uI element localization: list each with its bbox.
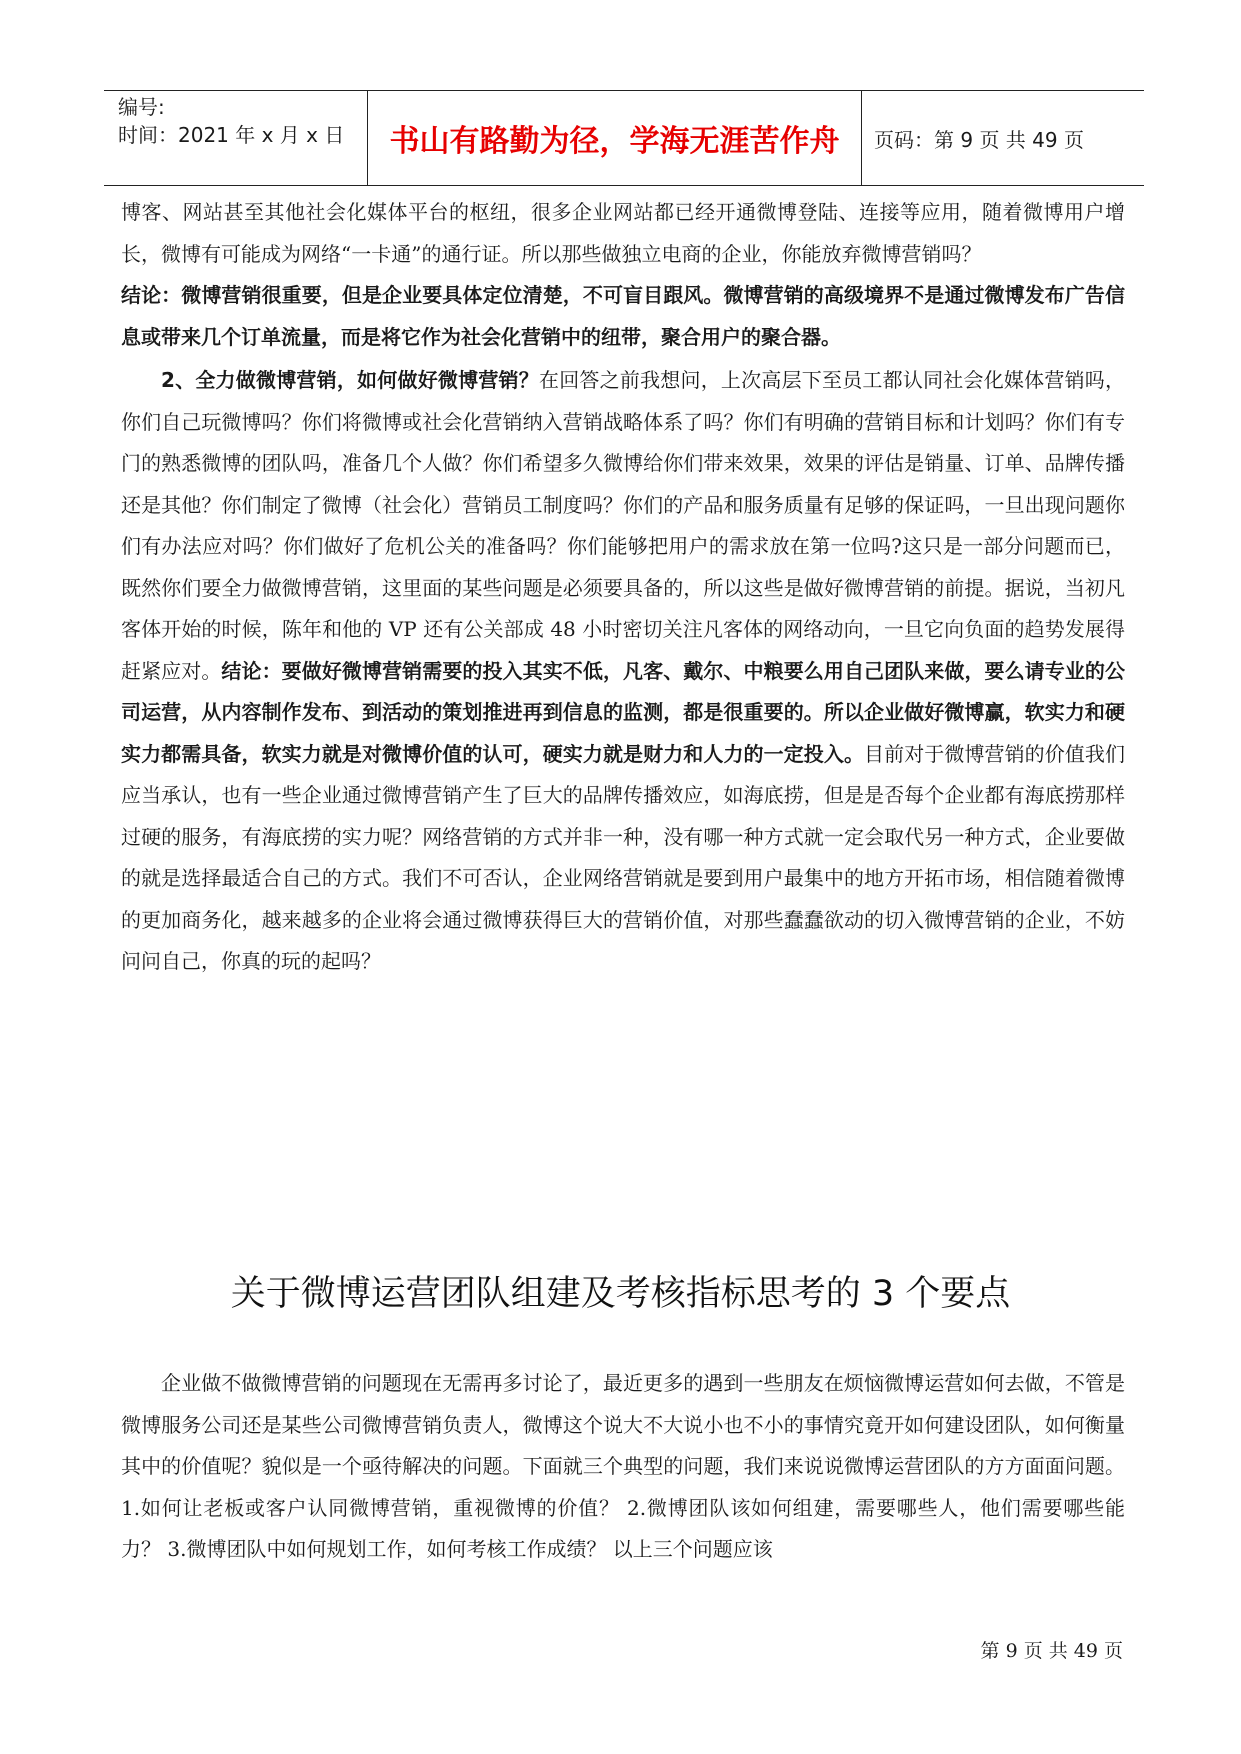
doc-time: 时间：2021 年 x 月 x 日 bbox=[118, 123, 345, 147]
header-meta bbox=[104, 91, 368, 185]
doc-number-label: 编号: bbox=[118, 95, 165, 119]
header-motto: 书山有路勤为径，学海无涯苦作舟 bbox=[368, 91, 862, 185]
paragraph-conclusion-1 bbox=[121, 275, 1125, 358]
page-footer: 第 9 页 共 49 页 bbox=[980, 1640, 1123, 1662]
section-title: 关于微博运营团队组建及考核指标思考的 3 个要点 bbox=[230, 1274, 1011, 1314]
header-page-code: 页码：第 9 页 共 49 页 bbox=[874, 127, 1084, 152]
section-2-heading: 2、全力做微博营销，如何做好微博营销？ bbox=[161, 368, 539, 392]
conclusion-2-text: 结论：要做好微博营销需要的投入其实不低，凡客、戴尔、中粮要么用自己团队来做，要么请专业的公司运营，从内容制作发布、到活动的策划推进再到信息的监测，都是很重要的。所以企业做好微博赢，软实力和硬实力都需具备，软实力就是对微博价值的认可，硬实力就是财力和人力的一定投入。 bbox=[121, 658, 1126, 766]
section-2-text-1: 在回答之前我想问，上次高层下至员工都认同社会化媒体营销吗，你们自己玩微博吗？你们将微博或社会化营销纳入营销战略体系了吗？你们有明确的营销目标和计划吗？你们有专门的熟悉微博的团队吗，准备几个人做？你们希望多久微博给你们带来效果，效果的评估是销量、订单、品牌传播还是其他？你们制定了微博（社会化）营销员工制度吗？你们的产品和服务质量有足够的保证吗，一旦出现问题你们有办法应对吗？你们做好了危机公关的准备吗？你们能够把用户的需求放在第一位吗?这只是一部分问题而已，既然你们要全力做微博营销，这里面的某些问题是必须要具备的，所以这些是做好微博营销的前提。据说，当初凡客体开始的时候，陈年和他的 VP 还有公关部成 48 小时密切关注凡客体的网络动向，一旦它向负面的趋势发展得赶紧应对。 bbox=[121, 368, 1126, 683]
paragraph-team bbox=[121, 1363, 1125, 1571]
paragraph-intro bbox=[121, 192, 1125, 275]
paragraph-team-text: 企业做不做微博营销的问题现在无需再多讨论了，最近更多的遇到一些朋友在烦恼微博运营如何去做，不管是微博服务公司还是某些公司微博营销负责人，微博这个说大不大说小也不小的事情究竟开如何建设团队，如何衡量其中的价值呢？貌似是一个亟待解决的问题。下面就三个典型的问题，我们来说说微博运营团队的方方面面问题。 1.如何让老板或客户认同微博营销，重视微博的价值？ 2.微博团队该如何组建，需要哪些人，他们需要哪些能力？ 3.微博团队中如何规划工作，如何考核工作成绩？ 以上三个问题应该 bbox=[121, 1371, 1125, 1561]
paragraph-section-2 bbox=[121, 360, 1125, 983]
section-2-text-2: 目前对于微博营销的价值我们应当承认，也有一些企业通过微博营销产生了巨大的品牌传播效应，如海底捞，但是是否每个企业都有海底捞那样过硬的服务，有海底捞的实力呢？网络营销的方式并非一种，没有哪一种方式就一定会取代另一种方式，企业要做的就是选择最适合自己的方式。我们不可否认，企业网络营销就是要到用户最集中的地方开拓市场，相信随着微博的更加商务化，越来越多的企业将会通过微博获得巨大的营销价值，对那些蠢蠢欲动的切入微博营销的企业，不妨问问自己，你真的玩的起吗？ bbox=[121, 741, 1126, 973]
conclusion-1-text: 结论：微博营销很重要，但是企业要具体定位清楚，不可盲目跟风。微博营销的高级境界不是通过微博发布广告信息或带来几个订单流量，而是将它作为社会化营销中的纽带，聚合用户的聚合器。 bbox=[121, 283, 1125, 349]
paragraph-intro-text: 博客、网站甚至其他社会化媒体平台的枢纽，很多企业网站都已经开通微博登陆、连接等应用，随着微博用户增长，微博有可能成为网络“一卡通”的通行证。所以那些做独立电商的企业，你能放弃微博营销吗？ bbox=[121, 200, 1125, 266]
page-header bbox=[104, 90, 1144, 186]
